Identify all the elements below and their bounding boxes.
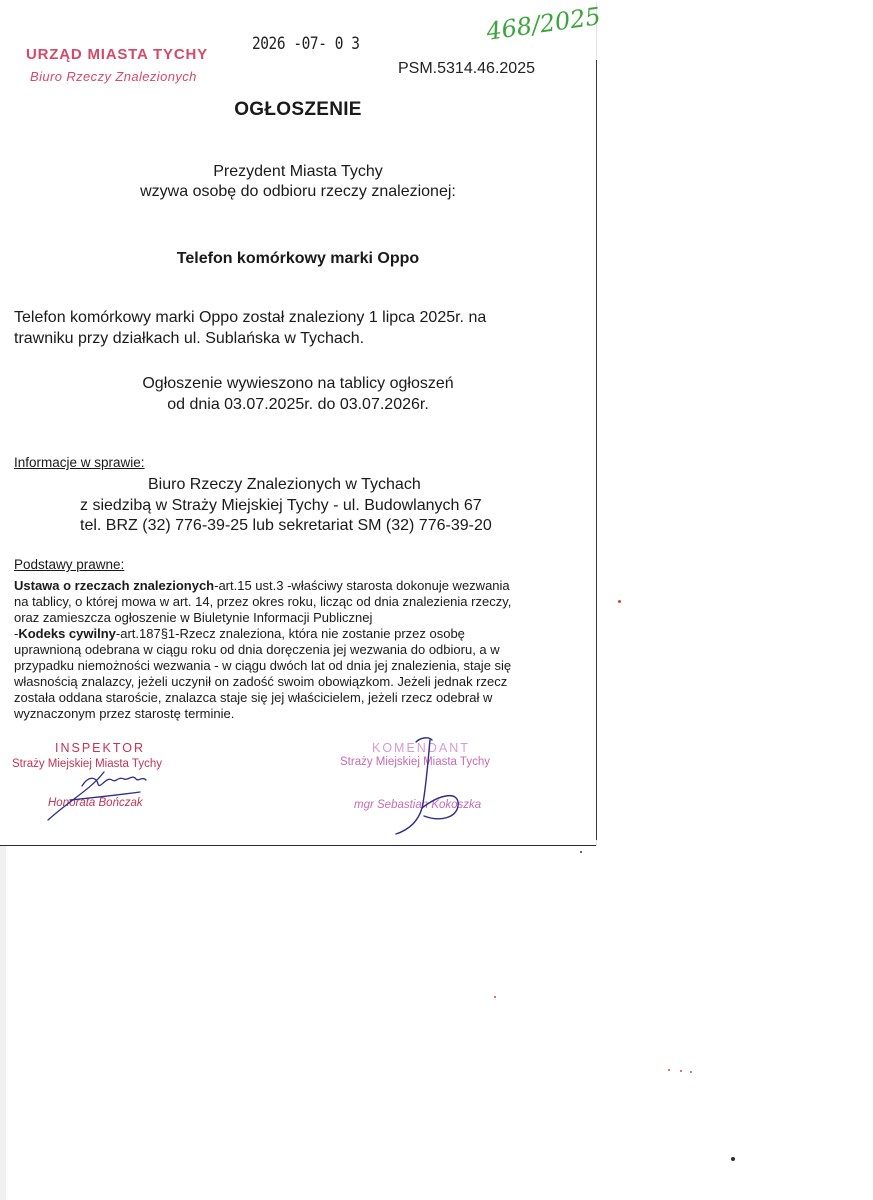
law-1-title: Ustawa o rzeczach znalezionych <box>14 578 215 593</box>
contact-line-3: tel. BRZ (32) 776-39-25 lub sekretariat SM (32) 776-39-20 <box>80 517 492 534</box>
law-1-line-3: oraz zamieszcza ogłoszenie w Biuletynie Informacji Publicznej <box>14 610 373 625</box>
posted-line-2: od dnia 03.07.2025r. do 03.07.2026r. <box>167 396 429 413</box>
law-1-line-2: na tablicy, o której mowa w art. 14, przez okres roku, licząc od dnia znalezienia rzeczy, <box>14 594 512 609</box>
right-signature-stroke <box>396 738 458 834</box>
scan-speck <box>580 851 582 853</box>
scan-speck <box>731 1157 735 1161</box>
scan-edge-right <box>596 60 597 840</box>
intro-line-2: wzywa osobę do odbioru rzeczy znalezionej: <box>140 183 456 200</box>
right-signature-role: KOMENDANT <box>372 741 470 755</box>
description-line-1: Telefon komórkowy marki Oppo został znaleziony 1 lipca 2025r. na <box>14 309 487 326</box>
right-signature-org: Straży Miejskiej Miasta Tychy <box>340 756 490 768</box>
law-2-line-6: wyznaczonym przez starostę terminie. <box>14 706 235 721</box>
handwritten-register-number: 468/2025 <box>484 2 603 46</box>
law-1: Ustawa o rzeczach znalezionych-art.15 ust.3 -właściwy starosta dokonuje wezwania na tablicy, o której mowa w art. 14, przez okres roku, licząc od dnia znalezienia rzeczy, oraz zamieszcza ogłoszenie w Biuletynie Informacji Publicznej -Kodeks cywilny-art.187§1-Rzecz znaleziona, która nie zostanie przez osobę uprawnioną odebrana w ciągu roku od dnia doręczenia jej wezwania do odbioru, a w przypadku niemożności wezwania - w ciągu dwóch lat od dnia jej znalezienia, staje się własnością znalazcy, jeżeli uczynił on zadość swoim obowiązkom. Jeżeli jednak rzecz została oddana staroście, znalazca staje się jej właścicielem, jeżeli rzecz odebrał w wyznaczonym przez starostę terminie. <box>14 578 574 722</box>
law-2-line-5: została oddana staroście, znalazca staje się jej właścicielem, jeżeli rzecz odebrał w <box>14 690 493 705</box>
posted-line-1: Ogłoszenie wywieszono na tablicy ogłoszeń <box>142 375 454 392</box>
left-signature-name: Honorata Bończak <box>48 797 143 809</box>
left-signature-stroke <box>48 772 146 820</box>
received-date-stamp: 2026 -07- 0 3 <box>252 34 360 54</box>
law-2-line-1: -art.187§1-Rzecz znaleziona, która nie zostanie przez osobę <box>115 626 465 641</box>
law-2-title: Kodeks cywilny <box>18 626 116 641</box>
scan-speck <box>668 1069 670 1071</box>
law-2-line-4: własnością znalazcy, jeżeli uczynił on zadość swoim obowiązkom. Jeżeli jednak rzecz <box>14 674 508 689</box>
law-2-line-2: uprawnioną odebrana w ciągu roku od dnia doręczenia jej wezwania do odbioru, a w <box>14 642 500 657</box>
scan-speck <box>618 600 621 603</box>
contact-line-1: Biuro Rzeczy Znalezionych w Tychach <box>148 476 421 493</box>
scan-speck <box>690 1071 692 1073</box>
case-number: PSM.5314.46.2025 <box>398 60 535 77</box>
scan-speck <box>494 996 496 998</box>
office-stamp-unit: Biuro Rzeczy Znalezionych <box>30 69 197 84</box>
handwritten-signatures <box>0 0 596 845</box>
law-2-line-3: przypadku niemożności wezwania - w ciągu dwóch lat od dnia jej znalezienia, staje się <box>14 658 512 673</box>
contact-line-2: z siedzibą w Straży Miejskiej Tychy - ul. Budowlanych 67 <box>80 497 482 514</box>
scan-edge-bottom <box>0 845 596 846</box>
contact-label: Informacje w sprawie: <box>14 455 145 470</box>
legal-label: Podstawy prawne: <box>14 557 125 572</box>
right-signature-name: mgr Sebastian Kokoszka <box>354 799 482 811</box>
left-signature-org: Straży Miejskiej Miasta Tychy <box>12 758 162 770</box>
found-item: Telefon komórkowy marki Oppo <box>176 250 420 267</box>
intro-line-1: Prezydent Miasta Tychy <box>213 163 383 180</box>
scan-shadow <box>0 846 6 1200</box>
description-line-2: trawniku przy działkach ul. Sublańska w Tychach. <box>14 330 365 347</box>
notice-title: OGŁOSZENIE <box>234 99 362 120</box>
left-signature-role: INSPEKTOR <box>55 741 146 755</box>
law-1-line-1: -art.15 ust.3 -właściwy starosta dokonuje wezwania <box>214 578 510 593</box>
office-stamp-title: URZĄD MIASTA TYCHY <box>26 46 208 63</box>
scan-speck <box>680 1070 682 1072</box>
